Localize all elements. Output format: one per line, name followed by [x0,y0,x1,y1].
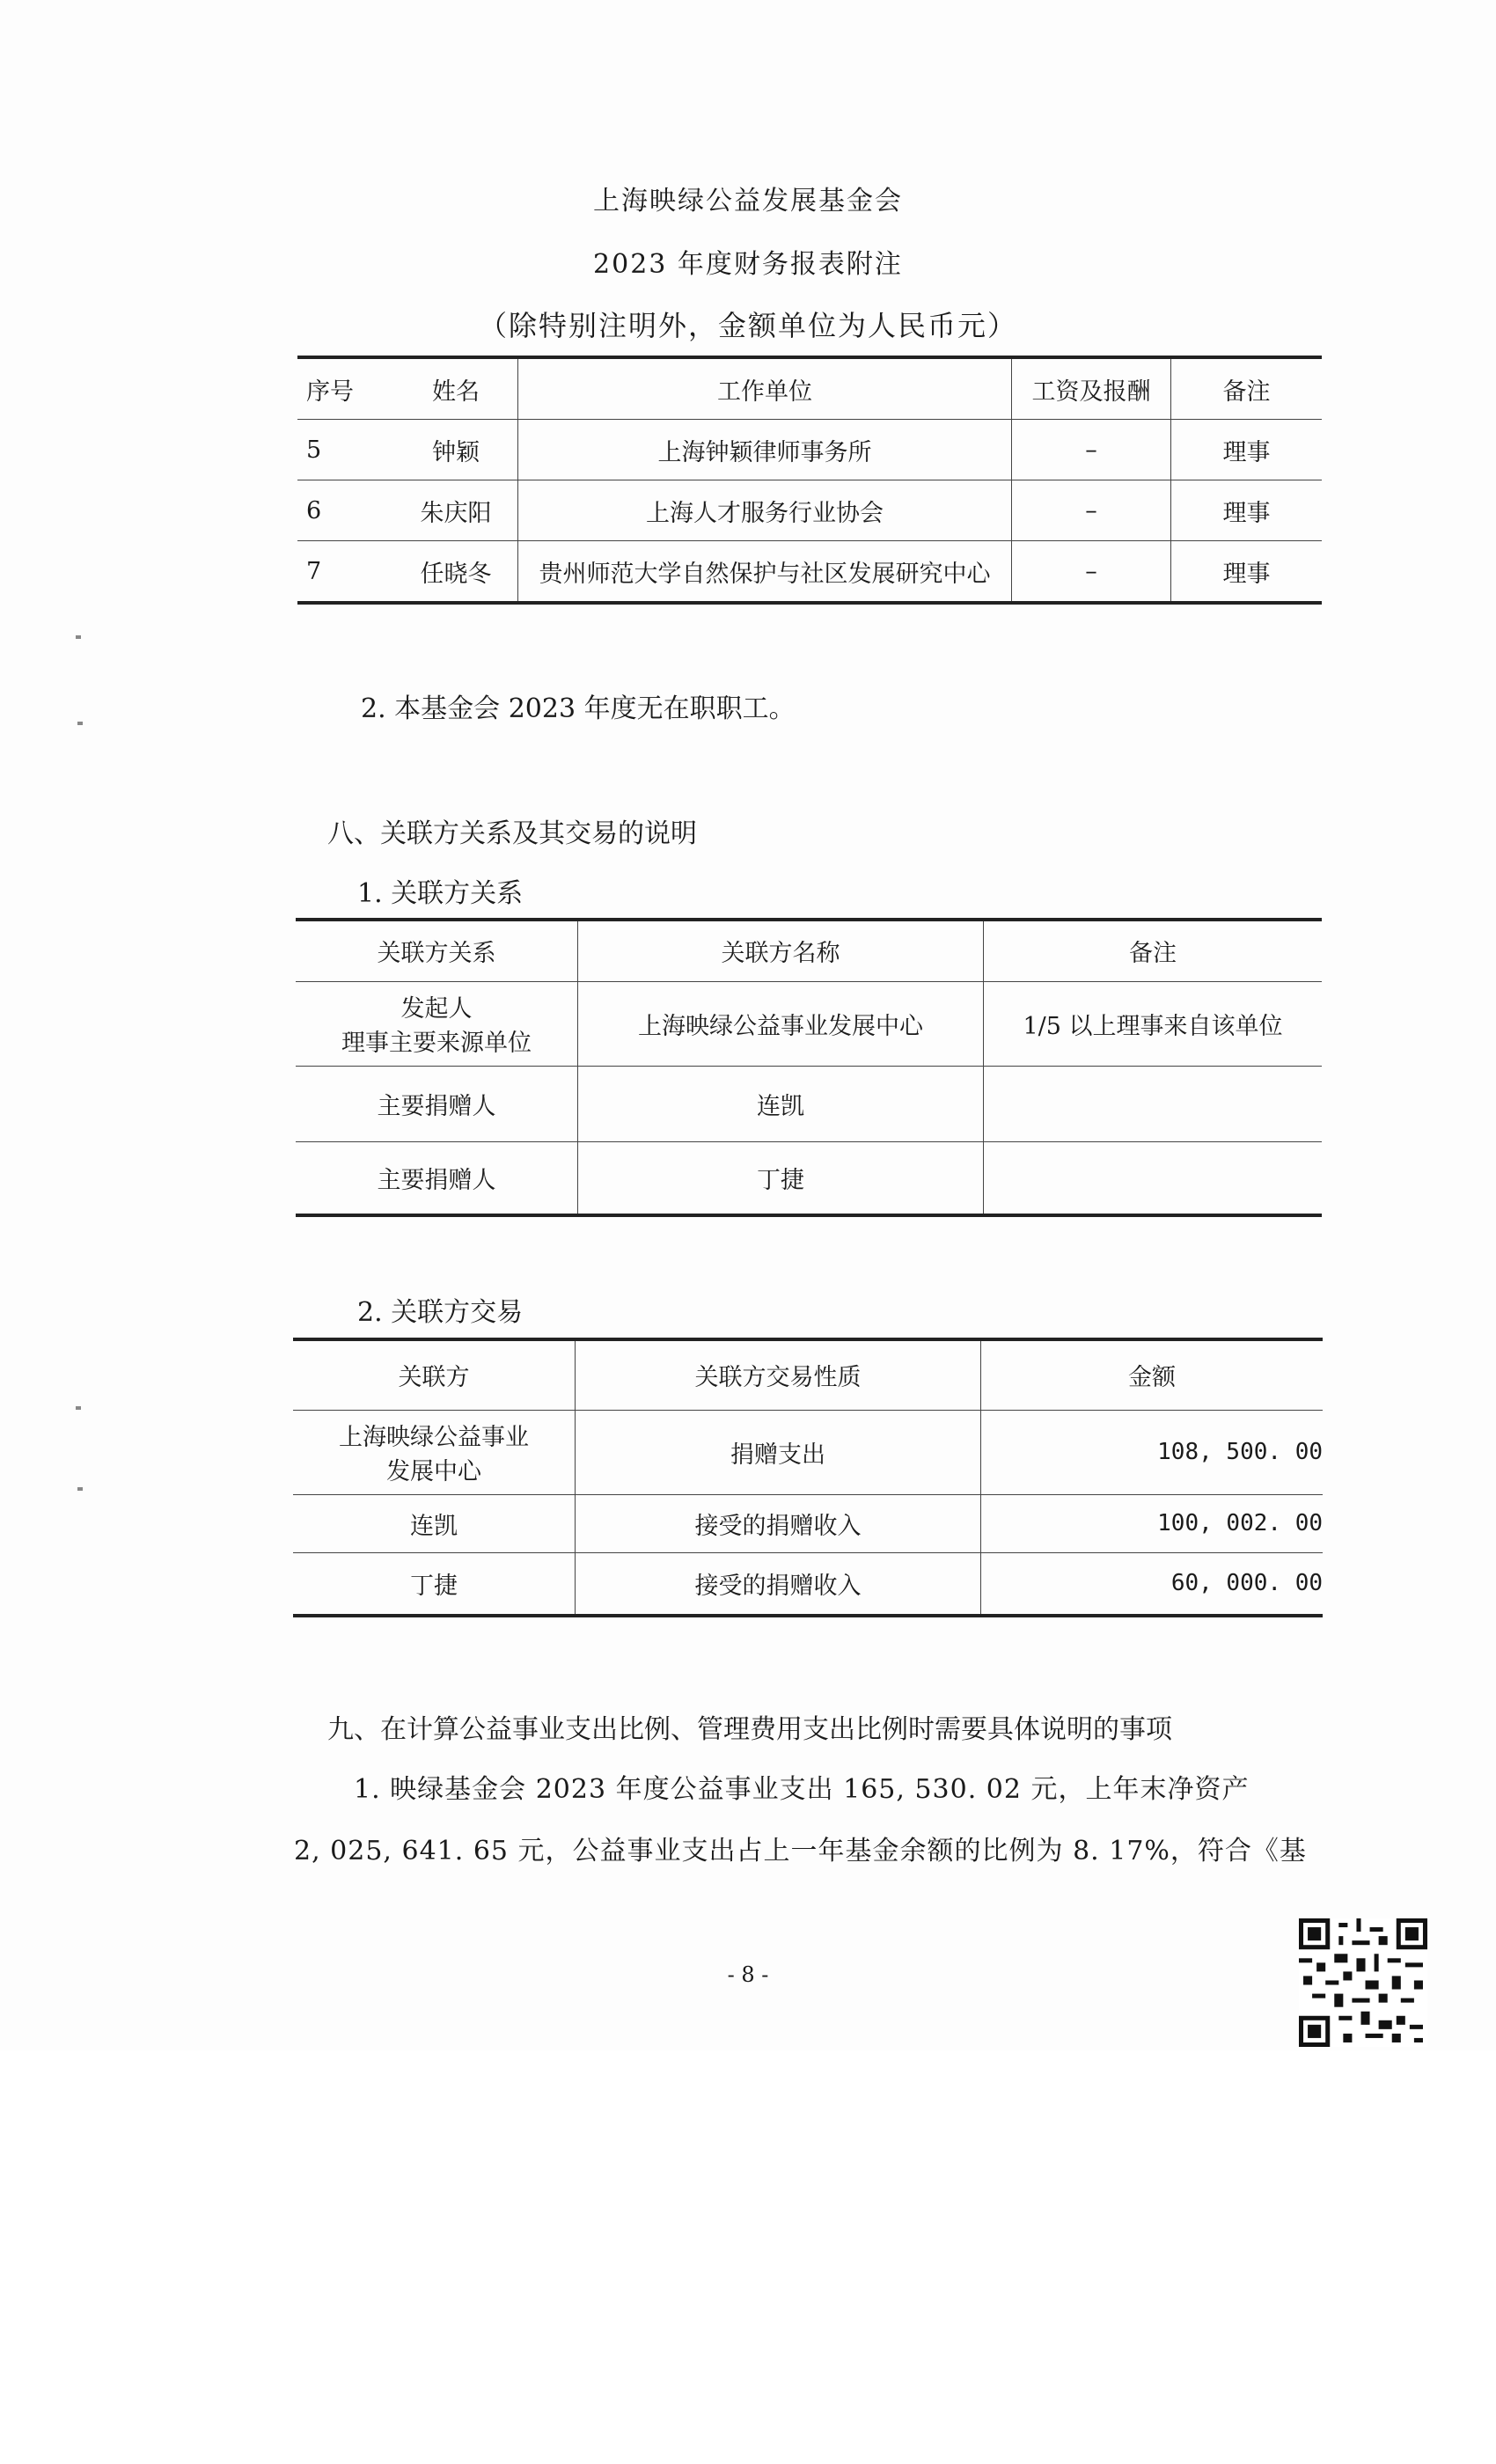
section-9-heading: 九、在计算公益事业支出比例、管理费用支出比例时需要具体说明的事项 [327,1714,1172,1745]
cell-relation-line2: 理事主要来源单位 [341,1030,532,1057]
cell-remark [984,1141,1323,1215]
cell-pay: – [1012,420,1171,480]
cell-role: 理事 [1171,541,1323,604]
cell-nature: 捐赠支出 [576,1410,981,1494]
scan-artifact [77,722,83,725]
cell-relation: 主要捐赠人 [296,1066,578,1141]
cell-party: 丁捷 [410,1572,458,1600]
col-header-name: 姓名 [394,357,518,420]
col-header-role: 备注 [1171,357,1323,420]
cell-relation [296,981,578,1066]
cell-relation-line1: 发起人 [400,995,473,1023]
table-header-row [297,357,1322,420]
org-title: 上海映绿公益发展基金会 [593,186,903,216]
table-row [297,480,1322,541]
cell-party-line1: 上海映绿公益事业 [339,1424,529,1451]
scan-artifact [76,1406,81,1410]
cell-party [293,1410,576,1494]
scan-artifact [77,1487,83,1491]
cell-employer: 上海人才服务行业协会 [518,480,1012,541]
cell-remark [984,1066,1323,1141]
section-8-heading: 八、关联方关系及其交易的说明 [327,818,697,849]
cell-party-name: 丁捷 [578,1141,984,1215]
cell-name: 钟颖 [394,420,518,480]
cell-party-line2: 发展中心 [386,1458,481,1485]
table-row [293,1410,1323,1494]
cell-employer: 上海钟颖律师事务所 [518,420,1012,480]
cell-amount: 60, 000. 00 [981,1552,1324,1616]
cell-pay: – [1012,480,1171,541]
cell-nature: 接受的捐赠收入 [576,1552,981,1616]
cell-remark: 1/5 以上理事来自该单位 [984,981,1323,1066]
col-header-no: 序号 [297,357,394,420]
table-row [293,1552,1323,1616]
table-row [296,1066,1322,1141]
cell-role: 理事 [1171,420,1323,480]
cell-name: 朱庆阳 [394,480,518,541]
scan-artifact [76,635,81,639]
cell-party-name: 上海映绿公益事业发展中心 [578,981,984,1066]
note-no-staff: 2. 本基金会 2023 年度无在职职工。 [361,693,796,724]
col-header-nature: 关联方交易性质 [576,1339,981,1410]
table-row [297,541,1322,604]
col-header-amount: 金额 [981,1339,1324,1410]
unit-note: （除特别注明外，金额单位为人民币元） [478,309,1017,342]
cell-pay: – [1012,541,1171,604]
col-header-relation: 关联方关系 [296,920,578,981]
section-8-sub2: 2. 关联方交易 [357,1297,524,1328]
table-header-row [296,920,1322,981]
section-9-line2: 2, 025, 641. 65 元，公益事业支出占上一年基金余额的比例为 8. 17%，符合《基 [294,1836,1307,1866]
col-header-pay: 工资及报酬 [1012,357,1171,420]
table-header-row [293,1339,1323,1410]
cell-relation: 主要捐赠人 [377,1166,496,1194]
qr-code-icon [1299,1918,1427,2047]
cell-amount: 100, 002. 00 [981,1494,1324,1552]
director-table [297,356,1322,605]
cell-role: 理事 [1171,480,1323,541]
cell-amount: 108, 500. 00 [981,1410,1324,1494]
col-header-party: 关联方 [293,1339,576,1410]
cell-nature: 接受的捐赠收入 [576,1494,981,1552]
table-row [297,420,1322,480]
report-title: 2023 年度财务报表附注 [593,249,903,280]
cell-no: 6 [297,480,394,541]
section-8-sub1: 1. 关联方关系 [357,878,524,909]
col-header-employer: 工作单位 [518,357,1012,420]
table-row [296,981,1322,1066]
cell-no: 5 [297,420,394,480]
relation-table [296,918,1322,1217]
col-header-remark: 备注 [984,920,1323,981]
cell-party: 连凯 [293,1494,576,1552]
col-header-party-name: 关联方名称 [578,920,984,981]
section-9-line1: 1. 映绿基金会 2023 年度公益事业支出 165, 530. 02 元，上年末净资产 [354,1774,1250,1805]
table-row [296,1141,1322,1215]
cell-party-name: 连凯 [578,1066,984,1141]
table-row [293,1494,1323,1552]
transaction-table [293,1338,1323,1617]
cell-no: 7 [306,557,322,585]
cell-employer: 贵州师范大学自然保护与社区发展研究中心 [518,541,1012,604]
cell-name: 任晓冬 [420,560,492,588]
page-number: - 8 - [727,1962,769,1987]
